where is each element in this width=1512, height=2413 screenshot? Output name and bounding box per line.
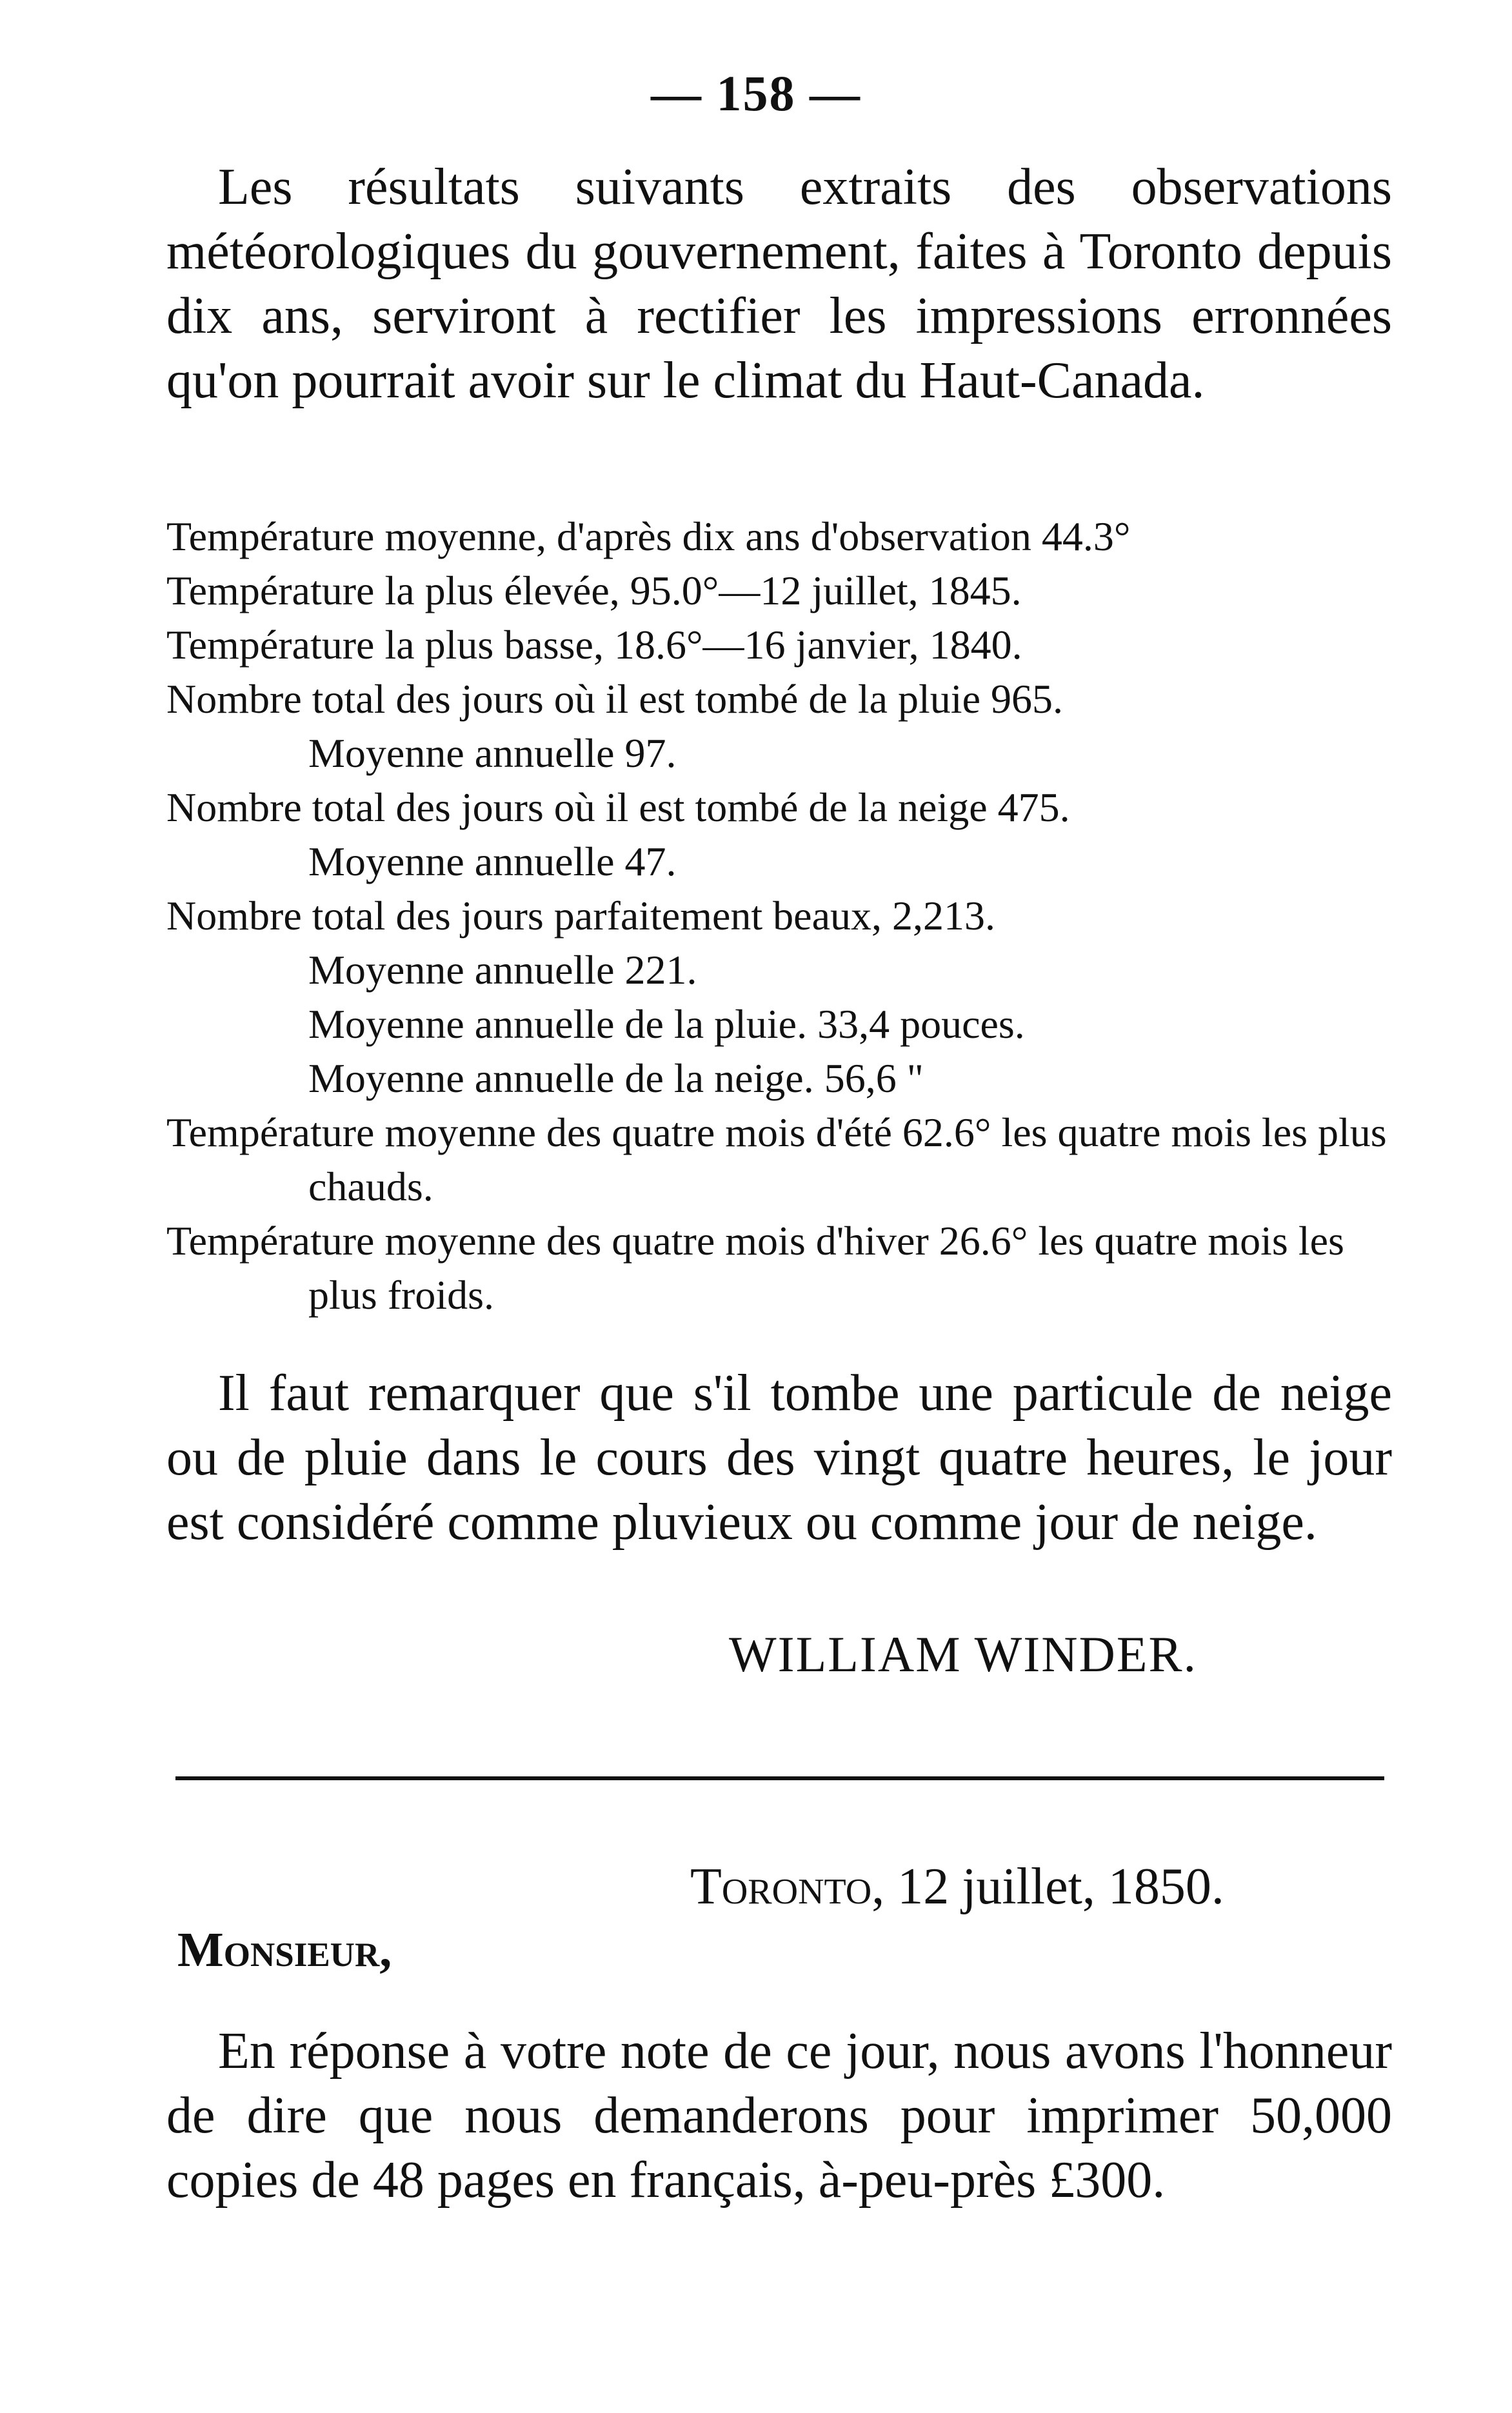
stat-line: Nombre total des jours où il est tombé de la neige 475. [166, 784, 1070, 830]
stat-subline: Moyenne annuelle 47. [308, 839, 677, 884]
intro-paragraph: Les résultats suivants extraits des observations météorologiques du gouvernement, faites à Toronto depuis dix ans, serviront à rectifier les impressions erronnées qu'on pourrait avoir sur le climat du Haut-Canada. [166, 159, 1392, 409]
statistics-list [166, 510, 1405, 1322]
stat-subline: Moyenne annuelle 97. [308, 730, 677, 776]
stat-subline: Moyenne annuelle de la neige. 56,6 " [308, 1055, 924, 1101]
stat-line: Température la plus élevée, 95.0°—12 juillet, 1845. [166, 568, 1022, 613]
stat-line: Température moyenne, d'après dix ans d'observation 44.3° [166, 513, 1131, 559]
dateline [690, 1858, 1224, 1916]
stat-subline: Moyenne annuelle 221. [308, 947, 697, 993]
letter-paragraph: En réponse à votre note de ce jour, nous avons l'honneur de dire que nous demanderons pour imprimer 50,000 copies de 48 pages en français, à-peu-près £300. [166, 2023, 1392, 2209]
stat-line: Température la plus basse, 18.6°—16 janvier, 1840. [166, 622, 1022, 668]
signature: WILLIAM WINDER. [729, 1626, 1198, 1682]
stat-subline: Moyenne annuelle de la pluie. 33,4 pouces. [308, 1001, 1025, 1047]
salutation: Monsieur, [177, 1923, 392, 1977]
letter-block [166, 2019, 1392, 2212]
stat-line: Température moyenne des quatre mois d'hiver 26.6° les quatre mois les plus froids. [166, 1218, 1344, 1318]
dateline-city: Toronto [690, 1858, 872, 1915]
note-block [166, 1361, 1392, 1554]
note-paragraph: Il faut remarquer que s'il tombe une particule de neige ou de pluie dans le cours des vingt quatre heures, le jour est considéré comme pluvieux ou comme jour de neige. [166, 1365, 1392, 1551]
dateline-date: , 12 juillet, 1850. [871, 1858, 1224, 1915]
stat-line: Nombre total des jours où il est tombé de la pluie 965. [166, 676, 1063, 722]
intro-block [166, 155, 1392, 413]
separator-rule [175, 1776, 1384, 1780]
stat-line: Nombre total des jours parfaitement beaux, 2,213. [166, 893, 995, 938]
stat-line: Température moyenne des quatre mois d'été 62.6° les quatre mois les plus chauds. [166, 1109, 1387, 1209]
page-number: — 158 — [651, 65, 861, 121]
